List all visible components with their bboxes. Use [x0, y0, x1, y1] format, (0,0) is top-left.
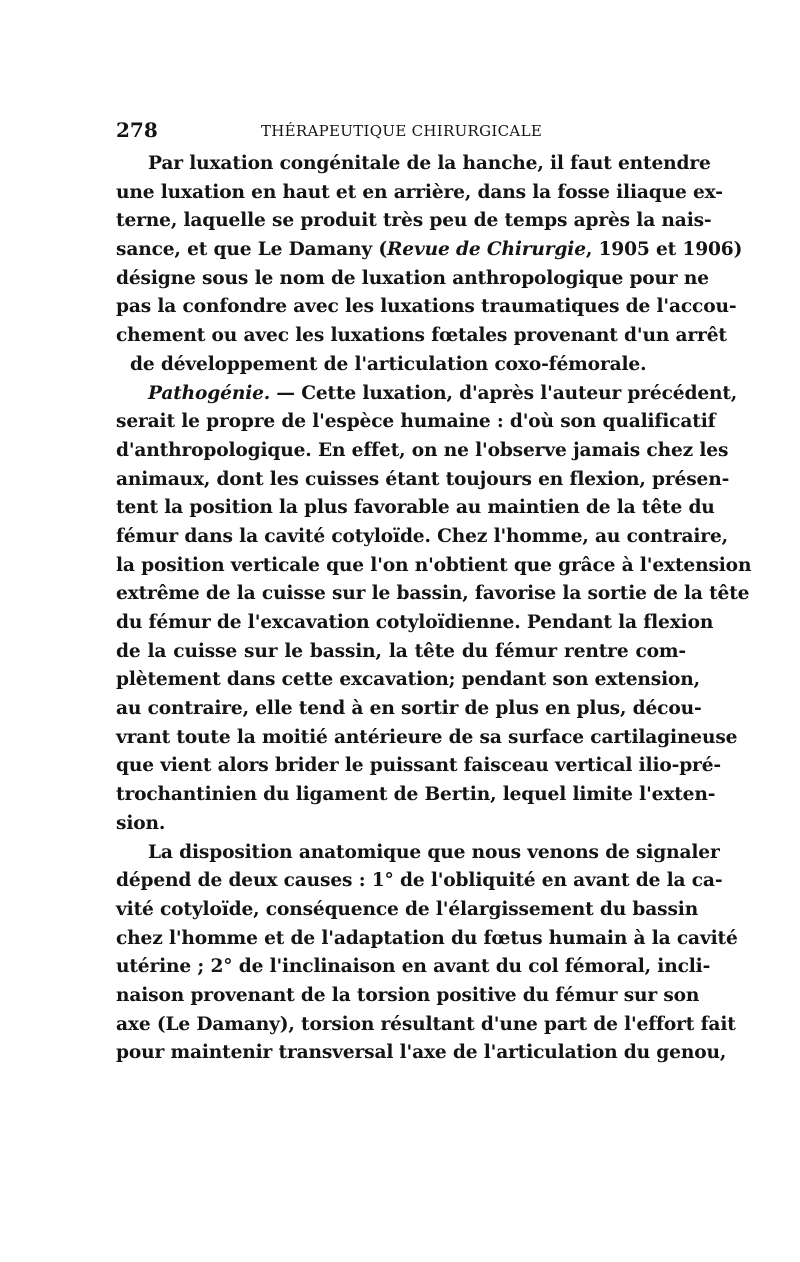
running-head: THÉRAPEUTIQUE CHIRURGICALE — [261, 122, 543, 140]
text-line: dépend de deux causes : 1° de l'obliquité en avant de la ca- — [116, 870, 723, 892]
text-line: terne, laquelle se produit très peu de temps après la nais- — [116, 210, 712, 232]
text-line: trochantinien du ligament de Bertin, lequel limite l'exten- — [116, 784, 716, 806]
paragraph — [116, 380, 752, 839]
text-line: Pathogénie. — Cette luxation, d'après l'auteur précédent, — [148, 382, 738, 404]
text-line: que vient alors brider le puissant faisceau vertical ilio-pré- — [116, 755, 721, 777]
text-line: de la cuisse sur le bassin, la tête du fémur rentre com- — [116, 640, 686, 662]
text-line: chez l'homme et de l'adaptation du fœtus humain à la cavité — [116, 927, 738, 949]
text-line: La disposition anatomique que nous venons de signaler — [148, 841, 720, 863]
italic-text: Pathogénie. — [148, 382, 271, 404]
page-number: 278 — [116, 118, 158, 142]
text-line: vité cotyloïde, conséquence de l'élargissement du bassin — [116, 898, 699, 920]
text-line: chement ou avec les luxations fœtales provenant d'un arrêt — [116, 325, 727, 347]
text-line: d'anthropologique. En effet, on ne l'observe jamais chez les — [116, 439, 729, 461]
text-line: au contraire, elle tend à en sortir de plus en plus, décou- — [116, 698, 702, 720]
text-line: du fémur de l'excavation cotyloïdienne. Pendant la flexion — [116, 612, 714, 633]
text-line: utérine ; 2° de l'inclinaison en avant du col fémoral, incli- — [116, 956, 711, 978]
text-line: de développement de l'articulation coxo-fémorale. — [130, 353, 647, 375]
page-header — [116, 118, 686, 144]
text-line: sion. — [116, 812, 166, 834]
text-line: la position verticale que l'on n'obtient que grâce à l'extension — [116, 554, 752, 576]
text-line: désigne sous le nom de luxation anthropologique pour ne — [116, 267, 709, 289]
text-line: tent la position la plus favorable au maintien de la tête du — [116, 497, 715, 519]
text-line: une luxation en haut et en arrière, dans la fosse iliaque ex- — [116, 181, 723, 203]
paragraph — [116, 839, 738, 1069]
text-line: pour maintenir transversal l'axe de l'articulation du genou, — [116, 1042, 727, 1064]
text-line: sance, et que Le Damany (Revue de Chirurgie, 1905 et 1906) — [116, 239, 743, 261]
text-line: pas la confondre avec les luxations traumatiques de l'accou- — [116, 296, 737, 318]
text-line: serait le propre de l'espèce humaine : d'où son qualificatif — [116, 411, 716, 433]
italic-text: Revue de Chirurgie — [386, 239, 586, 261]
body-text — [116, 150, 752, 1068]
text-line: fémur dans la cavité cotyloïde. Chez l'homme, au contraire, — [116, 525, 728, 547]
text-line: axe (Le Damany), torsion résultant d'une part de l'effort fait — [116, 1013, 736, 1035]
text-line: naison provenant de la torsion positive du fémur sur son — [116, 984, 700, 1006]
text-line: animaux, dont les cuisses étant toujours en flexion, présen- — [116, 468, 730, 490]
text-line: extrême de la cuisse sur le bassin, favorise la sortie de la tête — [116, 583, 750, 605]
paragraph — [116, 150, 743, 380]
text-line: vrant toute la moitié antérieure de sa surface cartilagineuse — [116, 726, 738, 748]
text-line: Par luxation congénitale de la hanche, il faut entendre — [148, 153, 711, 174]
text-line: plètement dans cette excavation; pendant son extension, — [116, 669, 700, 691]
